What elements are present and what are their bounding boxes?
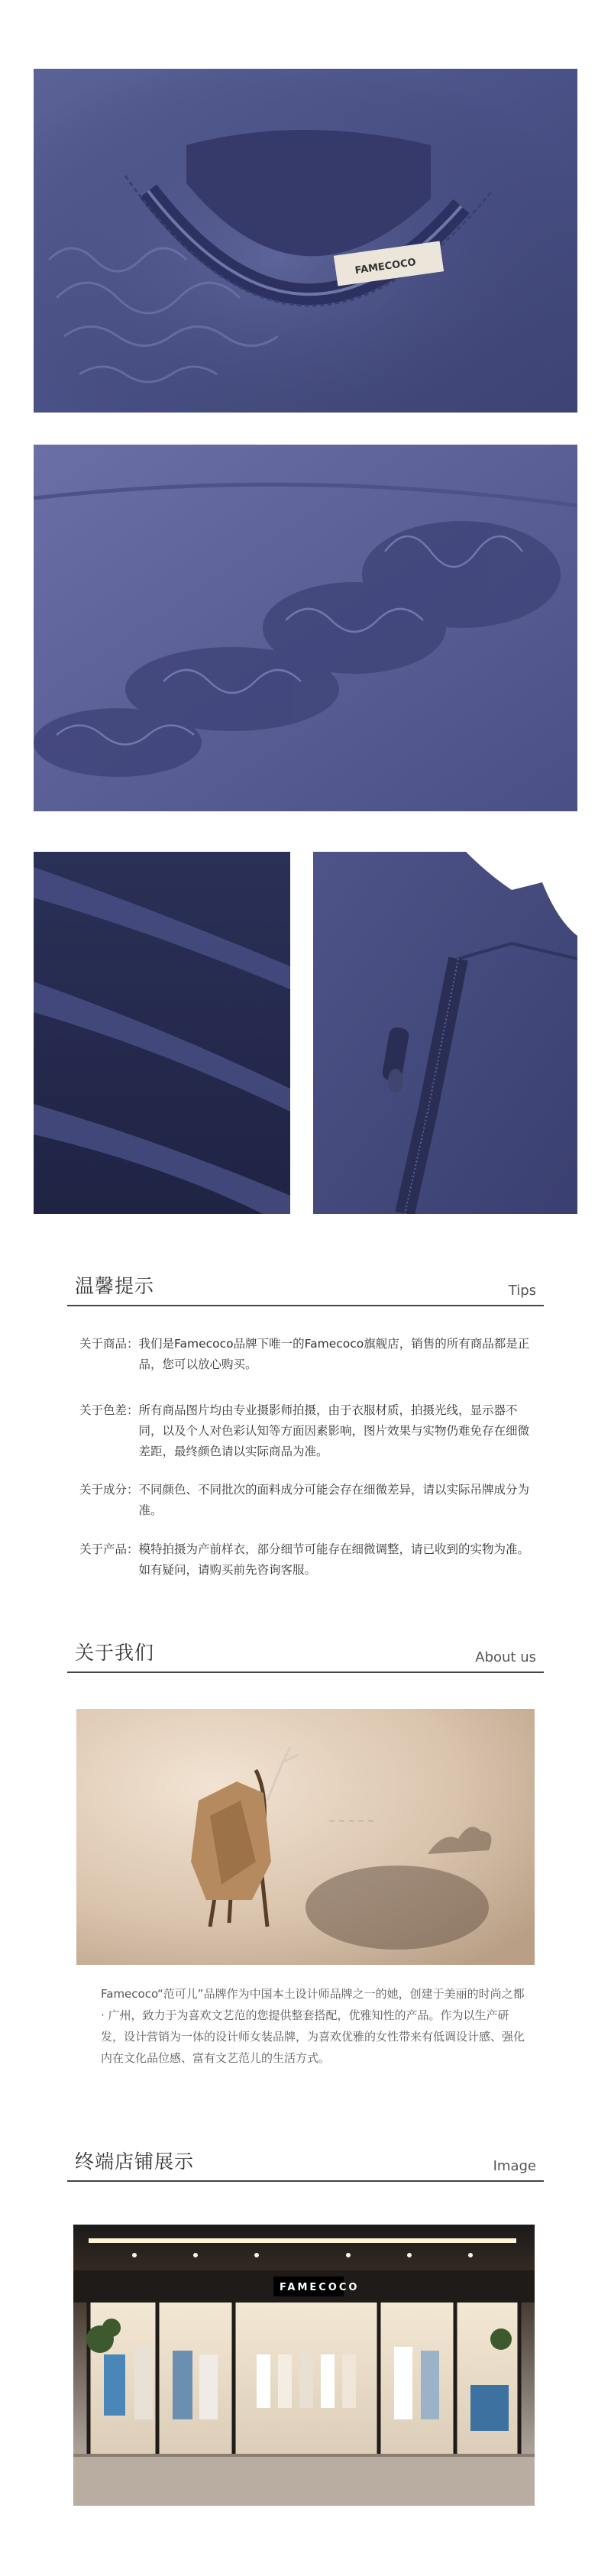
tip-item xyxy=(79,1480,538,1521)
tip-text: 所有商品图片均由专业摄影师拍摄，由于衣服材质，拍摄光线，显示器不同，以及个人对色彩认知等方面因素影响，图片效果与实物仍难免存在细微差距，最终颜色请以实际商品为准。 xyxy=(138,1403,530,1458)
store-title: 终端店铺展示 xyxy=(75,2150,195,2173)
store-photo xyxy=(73,2225,535,2506)
tip-key: 关于色差： xyxy=(79,1403,139,1417)
tips-title-en: Tips xyxy=(508,1283,536,1299)
svg-text:~ ~ ~ ~ ~: ~ ~ ~ ~ ~ xyxy=(328,1816,375,1826)
tip-text: 模特拍摄为产前样衣，部分细节可能存在细微调整，请已收到的实物为准。如有疑问，请购买前先咨询客服。 xyxy=(138,1542,530,1577)
tips-section-header xyxy=(67,1274,544,1306)
tip-key: 关于成分： xyxy=(79,1483,139,1497)
tip-key: 关于产品： xyxy=(79,1542,139,1556)
store-section-header xyxy=(67,2150,544,2182)
about-title: 关于我们 xyxy=(75,1642,155,1664)
tip-text: 我们是Famecoco品牌下唯一的Famecoco旗舰店，销售的所有商品都是正品，您可以放心购买。 xyxy=(138,1337,530,1371)
product-photo-embroidery xyxy=(34,445,577,811)
product-photo-neckline xyxy=(34,69,577,413)
tips-title: 温馨提示 xyxy=(75,1275,155,1297)
product-photo-fabric xyxy=(34,852,290,1214)
tip-item xyxy=(79,1400,538,1462)
tip-item xyxy=(79,1539,538,1581)
about-title-en: About us xyxy=(475,1649,536,1665)
tip-text: 不同颜色、不同批次的面料成分可能会存在细微差异，请以实际吊牌成分为准。 xyxy=(138,1483,530,1517)
tip-key: 关于商品： xyxy=(79,1337,139,1351)
tip-item xyxy=(79,1334,538,1375)
brand-photo-chair xyxy=(76,1709,535,1965)
product-photo-zipper xyxy=(313,852,577,1214)
store-sign-text: FAMECOCO xyxy=(280,2282,360,2293)
about-section-header xyxy=(67,1641,544,1673)
about-text: Famecoco“范可儿”品牌作为中国本土设计师品牌之一的她，创建于美丽的时尚之都 · 广州，致力于为喜欢文艺范的您提供整套搭配，优雅知性的产品。作为以生产研发，设计营销为一体的设计师女装品牌，为喜欢优雅的女性带来有低调设计感、强化内在文化品位感、富有文艺范儿的生活方式。 xyxy=(101,1987,525,2065)
neck-label-text: FAMECOCO xyxy=(354,257,417,277)
store-title-en: Image xyxy=(493,2158,536,2174)
